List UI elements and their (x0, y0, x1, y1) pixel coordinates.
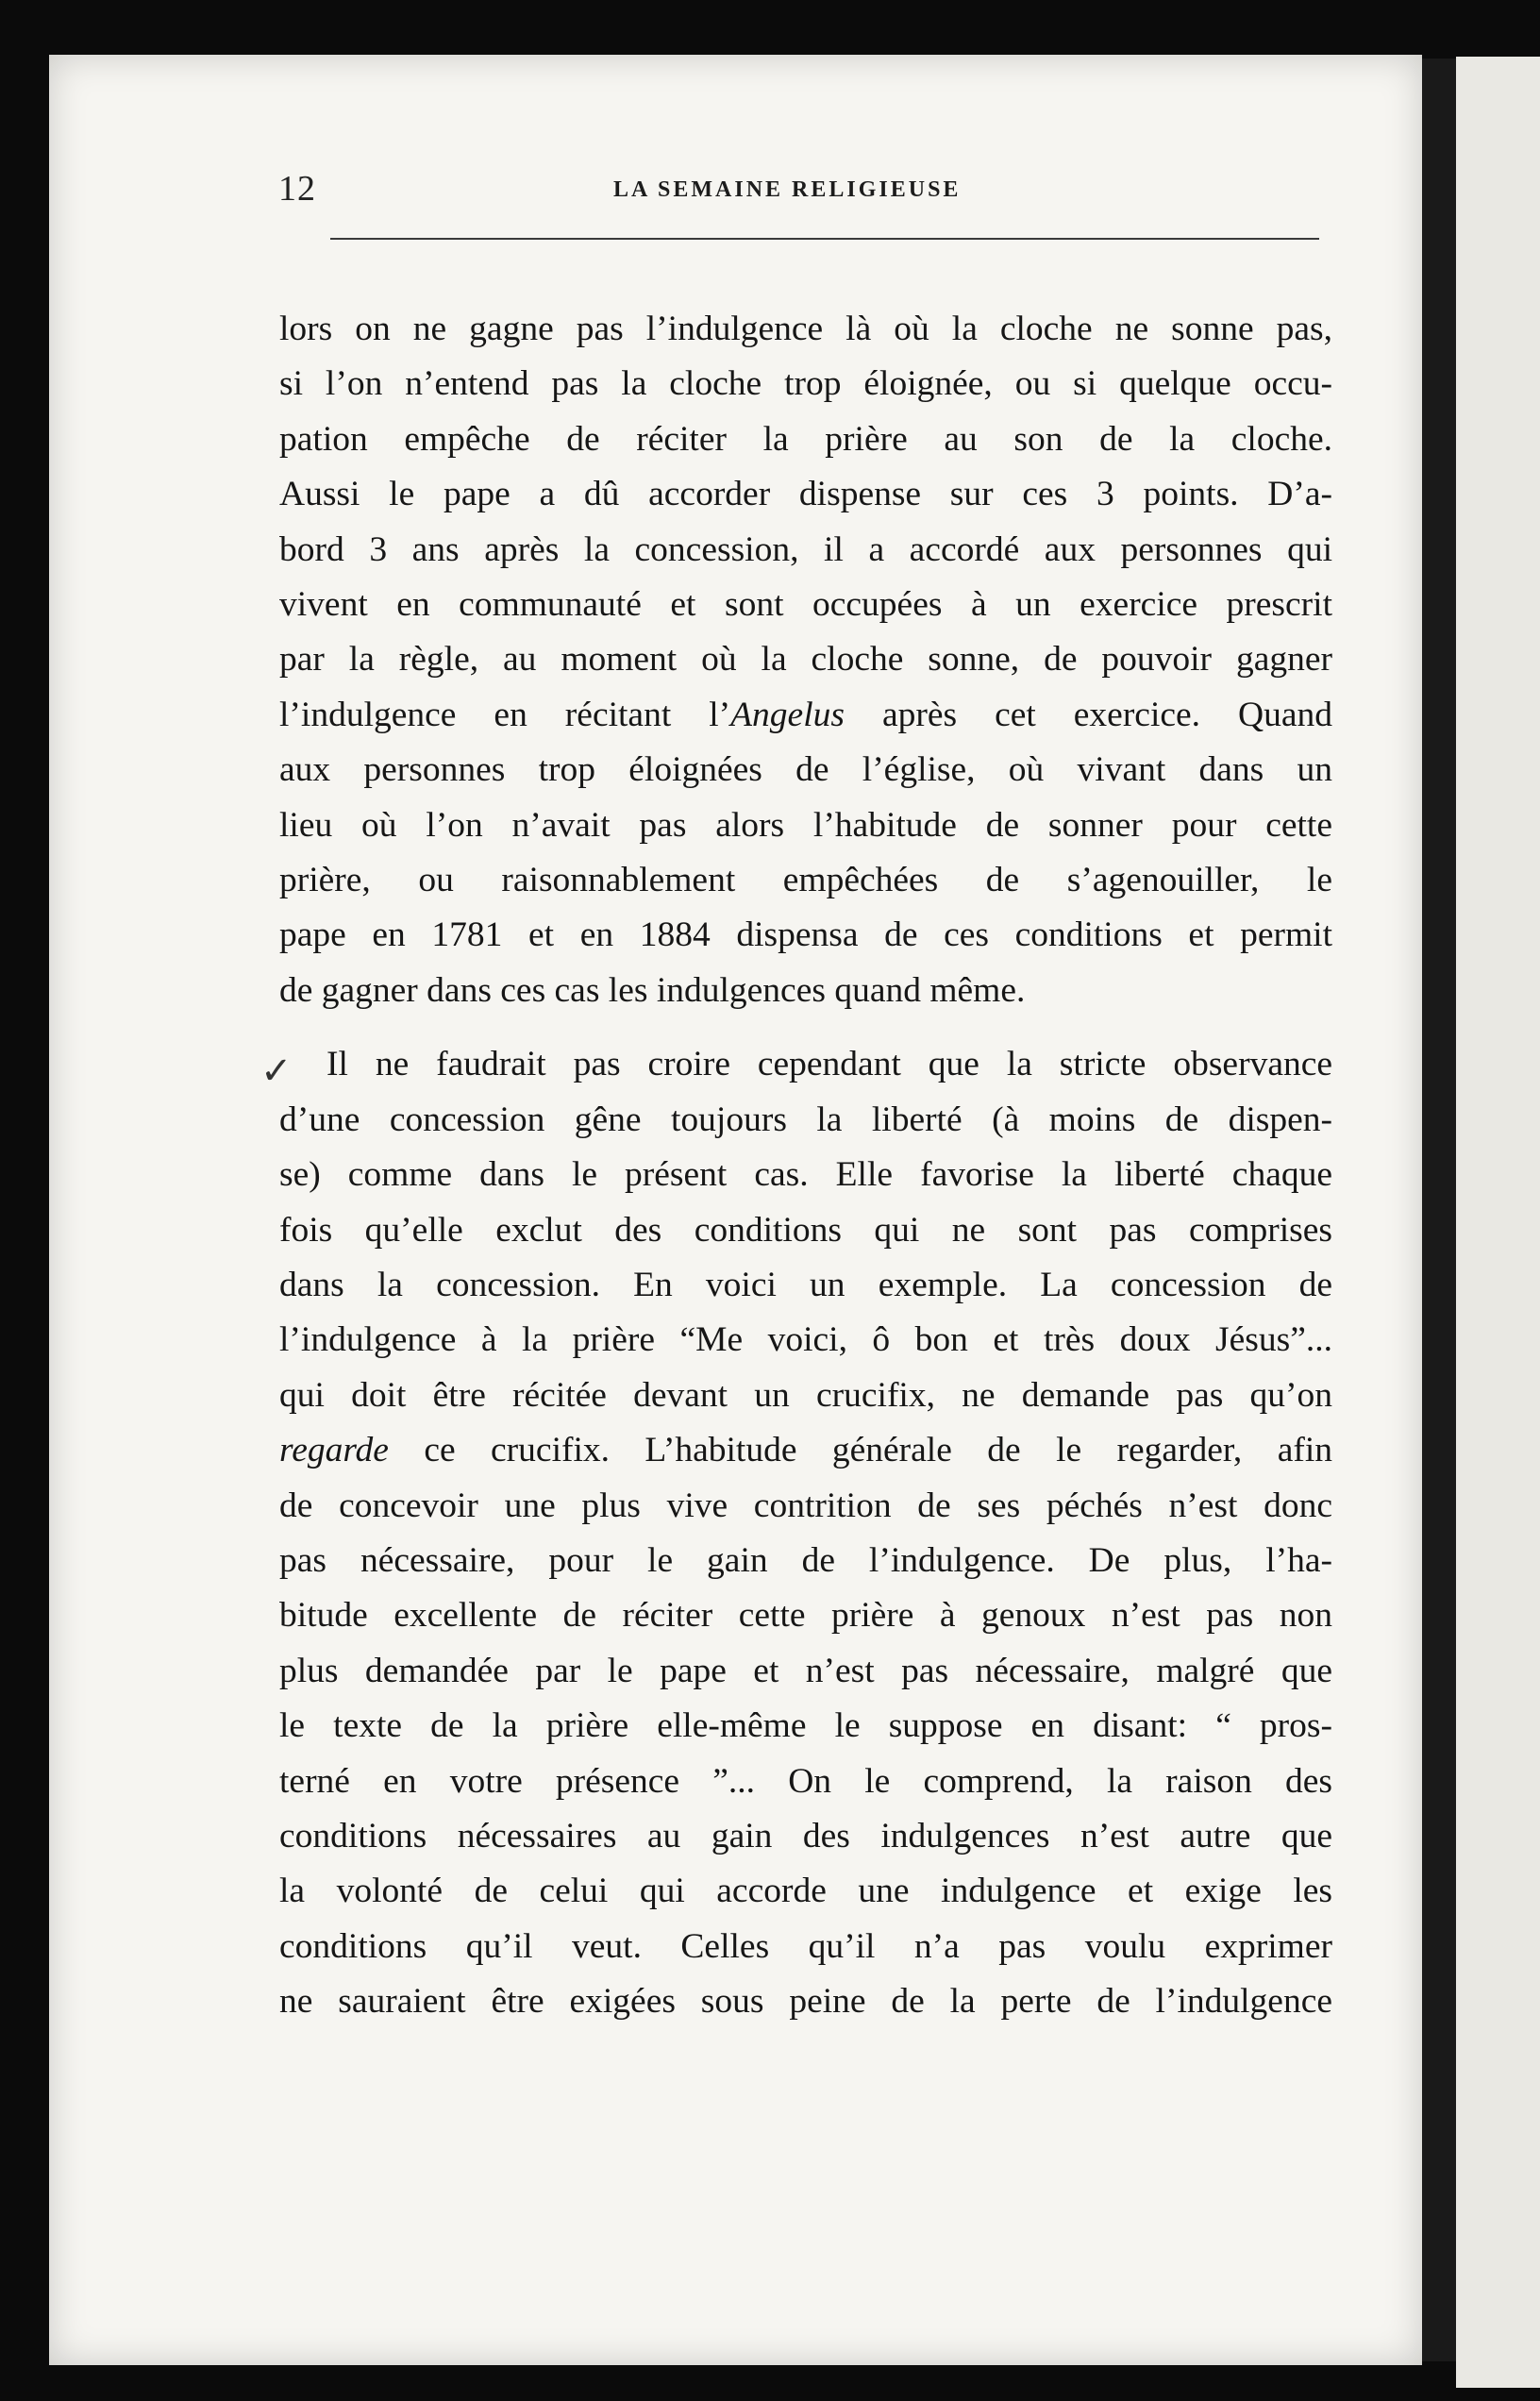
text-line: aux personnes trop éloignées de l’église, où vivant dans un (279, 750, 1332, 790)
text-line: si l’on n’entend pas la cloche trop éloignée, ou si quelque occu- (279, 364, 1332, 404)
italic-term: Angelus (730, 695, 845, 734)
paragraph-1 (279, 302, 1332, 1018)
text-line: bitude excellente de réciter cette prière à genoux n’est pas non (279, 1596, 1332, 1636)
text-line: dans la concession. En voici un exemple. La concession de (279, 1265, 1332, 1304)
text-line: Il ne faudrait pas croire cependant que la stricte observance (326, 1045, 1332, 1084)
text-run: l’indulgence en récitant l’ (279, 695, 731, 734)
text-line: prière, ou raisonnablement empêchées de s’agenouiller, le (279, 861, 1332, 900)
text-line: vivent en communauté et sont occupées à un exercice prescrit (279, 585, 1332, 625)
body-text (279, 302, 1332, 2030)
italic-term: regarde (279, 1431, 389, 1470)
page-number: 12 (278, 169, 316, 209)
text-line: pation empêche de réciter la prière au son de la cloche. (279, 419, 1332, 459)
text-line: conditions qu’il veut. Celles qu’il n’a pas voulu exprimer (279, 1926, 1332, 1966)
text-line: se) comme dans le présent cas. Elle favorise la liberté chaque (279, 1155, 1332, 1195)
text-line (279, 688, 1332, 743)
text-run: après cet exercice. Quand (844, 695, 1332, 734)
text-line: par la règle, au moment où la cloche sonne, de pouvoir gagner (279, 640, 1332, 680)
page-header (226, 123, 1321, 236)
text-line: bord 3 ans après la concession, il a accordé aux personnes qui (279, 529, 1332, 569)
text-line: qui doit être récitée devant un crucifix, ne demande pas qu’on (279, 1375, 1332, 1415)
text-line: conditions nécessaires au gain des indulgences n’est autre que (279, 1816, 1332, 1855)
text-line: de concevoir une plus vive contrition de ses péchés n’est donc (279, 1486, 1332, 1525)
text-line: d’une concession gêne toujours la liberté (à moins de dispen- (279, 1100, 1332, 1139)
text-line: terné en votre présence ”... On le comprend, la raison des (279, 1761, 1332, 1801)
text-line: fois qu’elle exclut des conditions qui ne sont pas comprises (279, 1210, 1332, 1250)
text-line: l’indulgence à la prière “Me voici, ô bon et très doux Jésus”... (279, 1320, 1332, 1360)
text-line: pape en 1781 et en 1884 dispensa de ces conditions et permit (279, 915, 1332, 955)
page-gutter-shadow (1422, 59, 1456, 2361)
text-line: Aussi le pape a dû accorder dispense sur ces 3 points. D’a- (279, 475, 1332, 514)
text-run: ce crucifix. L’habitude générale de le regarder, afin (388, 1431, 1332, 1470)
paragraph-2 (279, 1037, 1332, 2029)
text-line (279, 1423, 1332, 1478)
facing-page-edge (1456, 57, 1540, 2388)
text-line: pas nécessaire, pour le gain de l’indulgence. De plus, l’ha- (279, 1540, 1332, 1580)
text-line: lors on ne gagne pas l’indulgence là où la cloche ne sonne pas, (279, 310, 1332, 348)
text-line: de gagner dans ces cas les indulgences quand même. (279, 970, 1026, 1010)
text-line: la volonté de celui qui accorde une indulgence et exige les (279, 1872, 1332, 1911)
text-line: le texte de la prière elle-même le suppose en disant: “ pros- (279, 1706, 1332, 1746)
running-title: LA SEMAINE RELIGIEUSE (613, 177, 962, 202)
text-line: plus demandée par le pape et n’est pas nécessaire, malgré que (279, 1651, 1332, 1690)
text-line: lieu où l’on n’avait pas alors l’habitude de sonner pour cette (279, 805, 1332, 845)
check-mark-icon: ✓ (260, 1049, 293, 1093)
header-rule (330, 238, 1319, 240)
text-line: ne sauraient être exigées sous peine de la perte de l’indulgence (279, 1982, 1332, 2022)
